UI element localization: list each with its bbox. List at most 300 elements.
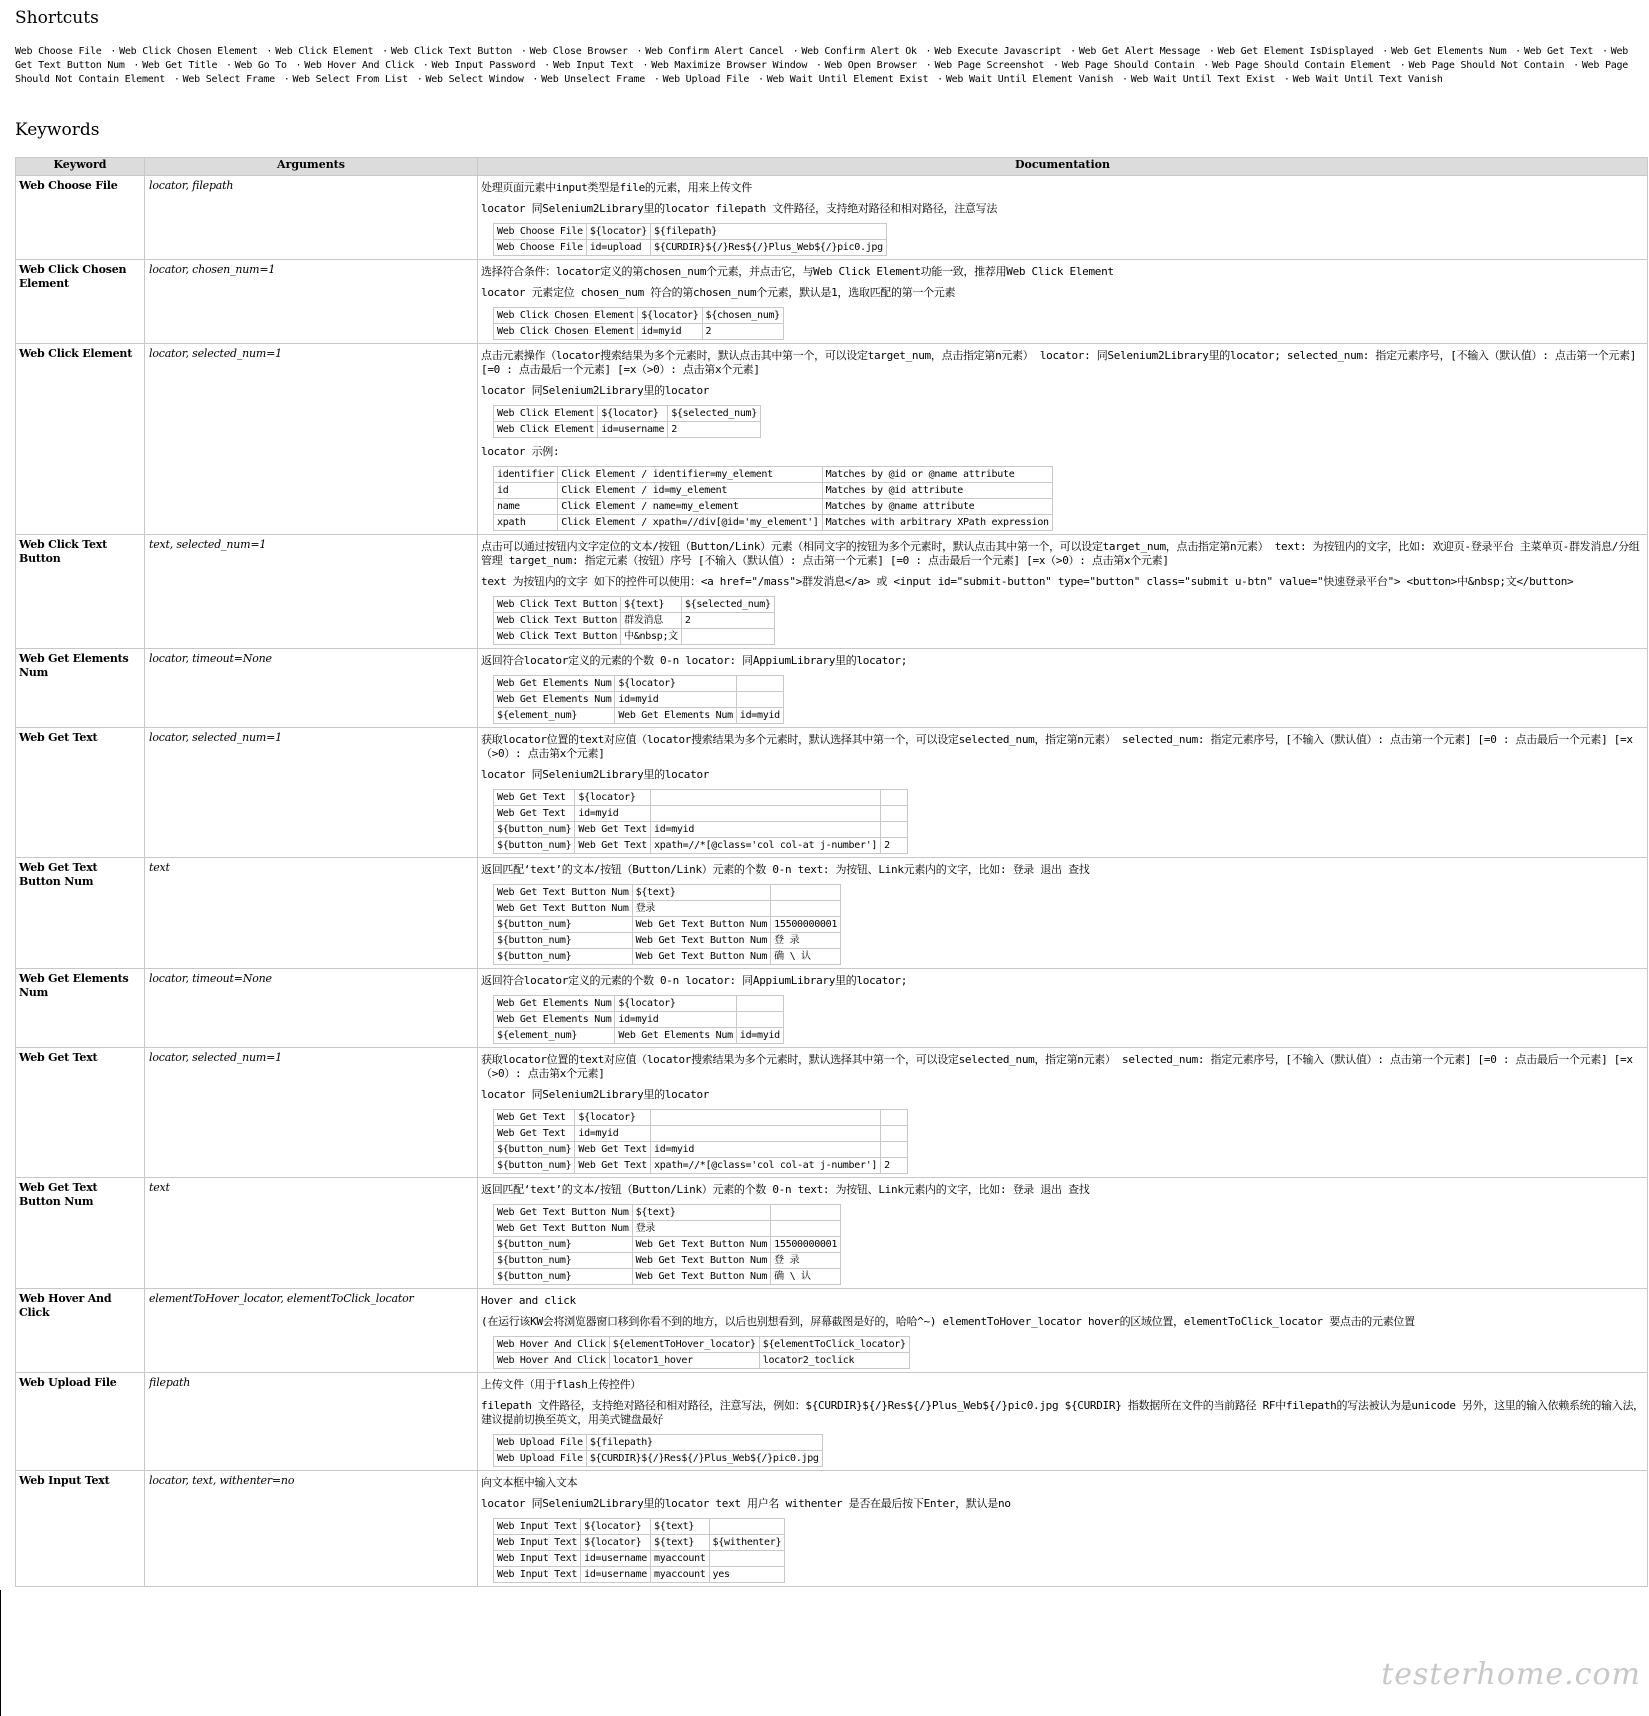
example-row (494, 483, 1053, 499)
example-row (494, 1126, 908, 1142)
shortcut-separator: · (422, 60, 429, 71)
example-cell: Web Get Text Button Num (494, 901, 633, 917)
example-cell: id=username (581, 1551, 651, 1567)
example-cell: ${element_num} (494, 708, 615, 724)
example-cell: Web Hover And Click (494, 1337, 610, 1353)
example-row (494, 1012, 784, 1028)
shortcut-link[interactable]: Web Get Elements Num (1390, 46, 1507, 57)
shortcut-separator: · (1283, 74, 1290, 85)
example-cell: Web Get Elements Num (615, 1028, 736, 1044)
shortcut-link[interactable]: Web Page Should Not Contain Element (15, 60, 1629, 85)
example-cell: ${locator} (638, 308, 702, 324)
example-cell (709, 1519, 785, 1535)
example-cell: Matches with arbitrary XPath expression (822, 515, 1052, 531)
doc-paragraph: 返回匹配‘text’的文本/按钮（Button/Link）元素的个数 0-n text: 为按钮、Link元素内的文字，比如: 登录 退出 查找 (481, 863, 1090, 876)
keyword-documentation (478, 728, 1648, 858)
example-row (494, 1158, 908, 1174)
keyword-arguments: locator, chosen_num=1 (145, 260, 478, 344)
example-cell: 群发消息 (621, 613, 682, 629)
example-cell: ${button_num} (494, 1253, 633, 1269)
keyword-documentation (478, 1048, 1648, 1178)
keyword-name[interactable]: Web Click Element (16, 344, 145, 535)
example-table (493, 223, 887, 256)
keyword-documentation (478, 858, 1648, 969)
example-cell: ${text} (632, 1205, 771, 1221)
shortcut-link[interactable]: Web Input Password (431, 60, 536, 71)
example-cell: 登录 (632, 1221, 771, 1237)
shortcut-link[interactable]: Web Wait Until Element Vanish (945, 74, 1114, 85)
example-row (494, 1205, 841, 1221)
keyword-row (16, 858, 1648, 969)
example-cell (881, 1126, 908, 1142)
example-cell: 登录 (632, 901, 771, 917)
doc-paragraph: 处理页面元素中input类型是file的元素，用来上传文件 (481, 181, 752, 194)
keyword-name[interactable]: Web Click Text Button (16, 535, 145, 649)
keyword-documentation (478, 535, 1648, 649)
doc-paragraph: 向文本框中输入文本 (481, 1476, 578, 1489)
example-cell: ${text} (651, 1535, 710, 1551)
shortcut-separator: · (266, 46, 273, 57)
example-cell: ${filepath} (651, 224, 887, 240)
example-cell: Web Get Text Button Num (632, 1253, 771, 1269)
example-cell: id=myid (615, 692, 736, 708)
example-row (494, 1535, 785, 1551)
example-cell: 2 (702, 324, 783, 340)
keyword-row (16, 728, 1648, 858)
keyword-name[interactable]: Web Input Text (16, 1471, 145, 1587)
shortcut-link[interactable]: Web Input Text (552, 60, 634, 71)
shortcut-link[interactable]: Web Wait Until Text Vanish (1292, 74, 1443, 85)
example-cell: Web Get Text (494, 1126, 575, 1142)
arguments-column-header: Arguments (145, 158, 478, 176)
example-cell: xpath=//*[@class='col col-at j-number'] (651, 1158, 881, 1174)
example-cell (881, 1110, 908, 1126)
example-cell: yes (709, 1567, 785, 1583)
example-table (493, 405, 761, 438)
keyword-name[interactable]: Web Get Text Button Num (16, 858, 145, 969)
example-cell: Web Get Text Button Num (494, 885, 633, 901)
example-cell: ${button_num} (494, 1237, 633, 1253)
keyword-row (16, 1048, 1648, 1178)
keyword-column-header: Keyword (16, 158, 145, 176)
table-header-row (16, 158, 1648, 176)
example-row (494, 1451, 823, 1467)
example-row (494, 1110, 908, 1126)
example-row (494, 838, 908, 854)
example-cell: id=myid (736, 708, 783, 724)
shortcut-separator: · (925, 60, 932, 71)
example-cell (771, 1205, 841, 1221)
shortcut-link[interactable]: Web Unselect Frame (541, 74, 646, 85)
shortcut-separator: · (1052, 60, 1059, 71)
example-cell: Click Element / xpath=//div[@id='my_element'] (558, 515, 822, 531)
shortcut-link[interactable]: Web Page Should Contain Element (1212, 60, 1391, 71)
example-row (494, 1435, 823, 1451)
keyword-arguments: filepath (145, 1373, 478, 1471)
example-cell: Matches by @id attribute (822, 483, 1052, 499)
shortcut-separator: · (416, 74, 423, 85)
shortcut-separator: · (642, 60, 649, 71)
example-row (494, 901, 841, 917)
example-cell: Web Get Text (575, 838, 651, 854)
example-cell: Click Element / id=my_element (558, 483, 822, 499)
example-cell: Web Input Text (494, 1567, 581, 1583)
doc-paragraph: text 为按钮内的文字 如下的控件可以使用：<a href="/mass">群发消息</a> 或 <input id="submit-button" type="button" class="submit u-btn" value="快速登录平台"> <button>中&nbsp;文</button> (481, 575, 1574, 588)
example-cell: id=username (598, 422, 668, 438)
example-cell: ${locator} (575, 790, 651, 806)
example-cell: Web Get Text Button Num (494, 1221, 633, 1237)
example-row (494, 949, 841, 965)
example-cell: 登 录 (771, 933, 841, 949)
example-cell: Click Element / identifier=my_element (558, 467, 822, 483)
example-cell: 2 (881, 1158, 908, 1174)
keyword-name[interactable]: Web Hover And Click (16, 1289, 145, 1373)
shortcut-separator: · (653, 74, 660, 85)
keyword-arguments: locator, text, withenter=no (145, 1471, 478, 1587)
example-cell: 2 (881, 838, 908, 854)
example-table (493, 884, 841, 965)
doc-paragraph: locator 示例: (481, 445, 560, 458)
keyword-row (16, 1178, 1648, 1289)
example-table (493, 995, 784, 1044)
example-cell (771, 901, 841, 917)
shortcut-separator: · (1203, 60, 1210, 71)
doc-paragraph: locator 同Selenium2Library里的locator (481, 384, 710, 397)
example-table (493, 1336, 910, 1369)
example-cell: ${CURDIR}${/}Res${/}Plus_Web${/}pic0.jpg (586, 1451, 822, 1467)
example-cell: 2 (681, 613, 774, 629)
doc-paragraph: 获取locator位置的text对应值（locator搜索结果为多个元素时，默认选择其中第一个，可以设定selected_num，指定第n元素） selected_num: 指定元素序号，[不输入（默认值）: 点击第一个元素] [=0 : 点击最后一个元素] [=x（>0）: 点击第x个元素] (481, 1053, 1633, 1080)
example-cell: xpath=//*[@class='col col-at j-number'] (651, 838, 881, 854)
shortcut-separator: · (133, 60, 140, 71)
example-cell: ${button_num} (494, 1142, 575, 1158)
keyword-arguments: locator, selected_num=1 (145, 344, 478, 535)
example-row (494, 996, 784, 1012)
shortcut-link[interactable]: Web Select Frame (182, 74, 275, 85)
doc-paragraph: 返回匹配‘text’的文本/按钮（Button/Link）元素的个数 0-n text: 为按钮、Link元素内的文字，比如: 登录 退出 查找 (481, 1183, 1090, 1196)
example-cell: Web Get Text Button Num (632, 1269, 771, 1285)
example-cell: locator1_hover (609, 1353, 759, 1369)
shortcut-link[interactable]: Web Choose File (15, 46, 102, 57)
example-cell: ${button_num} (494, 917, 633, 933)
example-cell (881, 822, 908, 838)
example-cell: ${button_num} (494, 1269, 633, 1285)
example-row (494, 1253, 841, 1269)
example-row (494, 1028, 784, 1044)
example-cell: Web Get Text Button Num (632, 1237, 771, 1253)
example-cell: ${locator} (575, 1110, 651, 1126)
example-cell: ${element_num} (494, 1028, 615, 1044)
keyword-arguments: locator, timeout=None (145, 649, 478, 728)
example-table (493, 789, 908, 854)
doc-paragraph: locator 元素定位 chosen_num 符合的第chosen_num个元素，默认是1，选取匹配的第一个元素 (481, 286, 956, 299)
keyword-documentation (478, 969, 1648, 1048)
example-row (494, 708, 784, 724)
keyword-arguments: text (145, 1178, 478, 1289)
example-table (493, 466, 1053, 531)
keyword-name[interactable]: Web Get Text (16, 1048, 145, 1178)
example-cell: Web Input Text (494, 1519, 581, 1535)
example-cell: Web Input Text (494, 1535, 581, 1551)
shortcut-separator: · (226, 60, 232, 71)
shortcut-link[interactable]: Web Wait Until Text Exist (1130, 74, 1276, 85)
example-cell: myaccount (651, 1567, 710, 1583)
watermark: testerhome.com (1381, 1657, 1641, 1692)
example-cell (881, 1142, 908, 1158)
example-cell: id=upload (586, 240, 650, 256)
keyword-documentation (478, 1373, 1648, 1471)
example-table (493, 675, 784, 724)
keyword-row (16, 649, 1648, 728)
example-cell: Matches by @name attribute (822, 499, 1052, 515)
example-cell: ${locator} (581, 1535, 651, 1551)
shortcut-separator: · (925, 46, 932, 57)
example-cell (736, 996, 783, 1012)
example-cell (651, 1126, 881, 1142)
keyword-arguments: locator, selected_num=1 (145, 1048, 478, 1178)
shortcut-link[interactable]: Web Hover And Click (304, 60, 414, 71)
keyword-row (16, 176, 1648, 260)
example-cell: Web Get Elements Num (494, 1012, 615, 1028)
example-cell: 确 \ 认 (771, 949, 841, 965)
example-row (494, 1221, 841, 1237)
example-cell: ${button_num} (494, 933, 633, 949)
example-cell: Web Get Text (575, 1158, 651, 1174)
example-cell: ${locator} (598, 406, 668, 422)
example-row (494, 1269, 841, 1285)
shortcut-separator: · (1399, 60, 1406, 71)
example-cell: name (494, 499, 558, 515)
shortcut-link[interactable]: Web Execute Javascript (934, 46, 1062, 57)
keyword-name[interactable]: Web Click Chosen Element (16, 260, 145, 344)
example-row (494, 422, 761, 438)
keyword-documentation (478, 344, 1648, 535)
shortcut-link[interactable]: Web Confirm Alert Cancel (645, 46, 784, 57)
doc-paragraph: locator 同Selenium2Library里的locator text 用户名 withenter 是否在最后按下Enter，默认是no (481, 1497, 1011, 1510)
example-cell: ${selected_num} (668, 406, 761, 422)
example-cell (736, 692, 783, 708)
keyword-documentation (478, 260, 1648, 344)
example-cell: ${elementToHover_locator} (609, 1337, 759, 1353)
example-row (494, 597, 775, 613)
keyword-name[interactable]: Web Get Elements Num (16, 969, 145, 1048)
example-cell: 15500000001 (771, 1237, 841, 1253)
shortcut-separator: · (815, 60, 822, 71)
keyword-arguments: elementToHover_locator, elementToClick_locator (145, 1289, 478, 1373)
doc-paragraph: 点击可以通过按钮内文字定位的文本/按钮（Button/Link）元素（相同文字的按钮为多个元素时，默认点击其中第一个，可以设定target_num，点击指定第n元素） text: 为按钮内的文字，比如: 欢迎页-登录平台 主菜单页-群发消息/分组管理 target_num: 指定元素（按钮）序号 [不输入（默认值）: 点击第一个元素] [=0 : 点击最后一个元素] [=x（>0）: 点击第x个元素] (481, 540, 1640, 567)
doc-paragraph: filepath 文件路径，支持绝对路径和相对路径，注意写法，例如：${CURDIR}${/}Res${/}Plus_Web${/}pic0.jpg ${CURDIR} 指数据所在文件的当前路径 RF中filepath的写法被认为是unicode 另外，这里的输入依赖系统的输入法，建议提前切换至英文，用美式键盘最好 (481, 1399, 1644, 1426)
shortcut-link[interactable]: Web Wait Until Element Exist (766, 74, 929, 85)
example-row (494, 240, 887, 256)
shortcut-link[interactable]: Web Page Should Not Contain (1408, 60, 1565, 71)
keyword-row (16, 969, 1648, 1048)
example-cell: 2 (668, 422, 761, 438)
shortcut-link[interactable]: Web Select Window (425, 74, 524, 85)
shortcut-link[interactable]: Web Get Text Button Num (15, 46, 1629, 71)
example-cell (681, 629, 774, 645)
shortcut-link[interactable]: Web Go To (234, 60, 287, 71)
shortcut-link[interactable]: Web Click Text Button (390, 46, 513, 57)
example-cell: ${locator} (586, 224, 650, 240)
keyword-name[interactable]: Web Upload File (16, 1373, 145, 1471)
example-row (494, 324, 784, 340)
shortcut-link[interactable]: Web Get Title (142, 60, 218, 71)
example-row (494, 224, 887, 240)
keyword-documentation (478, 649, 1648, 728)
example-cell: ${text} (651, 1519, 710, 1535)
shortcut-link[interactable]: Web Click Chosen Element (119, 46, 258, 57)
example-cell: Web Get Text (575, 822, 651, 838)
keywords-table (15, 157, 1648, 1587)
example-cell: id (494, 483, 558, 499)
shortcut-separator: · (1573, 60, 1579, 71)
example-cell: Web Click Chosen Element (494, 308, 638, 324)
example-cell: 确 \ 认 (771, 1269, 841, 1285)
keyword-name[interactable]: Web Get Text Button Num (16, 1178, 145, 1289)
example-table (493, 1109, 908, 1174)
example-row (494, 1519, 785, 1535)
example-table (493, 596, 775, 645)
example-cell: Web Input Text (494, 1551, 581, 1567)
shortcut-link[interactable]: Web Close Browser (529, 46, 628, 57)
documentation-column-header: Documentation (478, 158, 1648, 176)
example-cell (651, 790, 881, 806)
example-row (494, 676, 784, 692)
example-cell: locator2_toclick (759, 1353, 909, 1369)
shortcut-link[interactable]: Web Confirm Alert Ok (801, 46, 917, 57)
example-row (494, 1142, 908, 1158)
example-cell (736, 1012, 783, 1028)
example-cell: ${elementToClick_locator} (759, 1337, 909, 1353)
example-row (494, 1551, 785, 1567)
example-cell: id=username (581, 1567, 651, 1583)
example-cell: ${button_num} (494, 1158, 575, 1174)
keyword-row (16, 1471, 1648, 1587)
keyword-name[interactable]: Web Get Text (16, 728, 145, 858)
example-cell: ${filepath} (586, 1435, 822, 1451)
shortcut-link[interactable]: Web Page Screenshot (934, 60, 1045, 71)
doc-paragraph: 返回符合locator定义的元素的个数 0-n locator: 同AppiumLibrary里的locator; (481, 654, 908, 667)
example-cell: ${locator} (615, 996, 736, 1012)
example-row (494, 933, 841, 949)
example-cell: Web Get Text (494, 1110, 575, 1126)
keyword-name[interactable]: Web Choose File (16, 176, 145, 260)
example-cell (651, 1110, 881, 1126)
shortcut-link[interactable]: Web Get Text (1523, 46, 1594, 57)
keyword-name[interactable]: Web Get Elements Num (16, 649, 145, 728)
example-cell: ${button_num} (494, 949, 633, 965)
example-row (494, 806, 908, 822)
example-table (493, 1204, 841, 1285)
example-cell: 中&nbsp;文 (621, 629, 682, 645)
shortcut-separator: · (283, 74, 290, 85)
example-row (494, 790, 908, 806)
example-cell (651, 806, 881, 822)
example-cell: ${text} (621, 597, 682, 613)
keyword-row (16, 1373, 1648, 1471)
example-cell: 登 录 (771, 1253, 841, 1269)
doc-paragraph: 上传文件（用于flash上传控件） (481, 1378, 642, 1391)
example-cell: ${chosen_num} (702, 308, 783, 324)
example-cell (881, 790, 908, 806)
shortcut-link[interactable]: Web Click Element (275, 46, 374, 57)
example-cell: Matches by @id or @name attribute (822, 467, 1052, 483)
keyword-arguments: locator, filepath (145, 176, 478, 260)
keyword-arguments: text, selected_num=1 (145, 535, 478, 649)
example-cell: ${CURDIR}${/}Res${/}Plus_Web${/}pic0.jpg (651, 240, 887, 256)
example-cell: id=myid (651, 1142, 881, 1158)
example-cell: Web Click Text Button (494, 613, 621, 629)
shortcut-separator: · (1382, 46, 1388, 57)
shortcut-link[interactable]: Web Maximize Browser Window (651, 60, 808, 71)
doc-paragraph: 点击元素操作（locator搜索结果为多个元素时，默认点击其中第一个，可以设定target_num，点击指定第n元素） locator: 同Selenium2Library里的locator; selected_num: 指定元素序号，[不输入（默认值）: 点击第一个元素] [=0 : 点击最后一个元素] [=x（>0）: 点击第x个元素] (481, 349, 1637, 376)
example-cell: id=myid (736, 1028, 783, 1044)
keyword-row (16, 344, 1648, 535)
example-cell: Web Get Elements Num (494, 996, 615, 1012)
example-cell: Web Get Text (494, 790, 575, 806)
example-cell: Web Get Elements Num (494, 692, 615, 708)
example-row (494, 629, 775, 645)
example-cell: 15500000001 (771, 917, 841, 933)
example-cell (771, 885, 841, 901)
shortcut-link[interactable]: Web Get Alert Message (1078, 46, 1201, 57)
keyword-documentation (478, 1471, 1648, 1587)
example-cell: Web Upload File (494, 1435, 587, 1451)
shortcut-link[interactable]: Web Upload File (662, 74, 750, 85)
example-cell: Web Get Text Button Num (632, 949, 771, 965)
shortcut-link[interactable]: Web Open Browser (824, 60, 917, 71)
example-cell: Web Upload File (494, 1451, 587, 1467)
example-cell: ${selected_num} (681, 597, 774, 613)
example-table (493, 1434, 823, 1467)
example-cell: ${button_num} (494, 822, 575, 838)
keyword-row (16, 535, 1648, 649)
keywords-heading: Keywords (15, 120, 100, 140)
shortcut-separator: · (757, 74, 764, 85)
example-cell: Web Get Text Button Num (494, 1205, 633, 1221)
shortcut-separator: · (544, 60, 550, 71)
example-cell: Web Choose File (494, 240, 587, 256)
example-cell: myaccount (651, 1551, 710, 1567)
shortcut-separator: · (636, 46, 643, 57)
example-cell (736, 676, 783, 692)
example-row (494, 613, 775, 629)
example-cell: identifier (494, 467, 558, 483)
shortcut-separator: · (295, 60, 302, 71)
left-border-line (0, 1590, 1, 1716)
example-row (494, 692, 784, 708)
shortcut-link[interactable]: Web Select From List (292, 74, 408, 85)
keyword-arguments: text (145, 858, 478, 969)
shortcut-link[interactable]: Web Get Element IsDisplayed (1217, 46, 1374, 57)
example-cell: ${locator} (615, 676, 736, 692)
shortcut-separator: · (520, 46, 527, 57)
example-cell: id=myid (615, 1012, 736, 1028)
shortcut-separator: · (1515, 46, 1521, 57)
shortcut-link[interactable]: Web Page Should Contain (1061, 60, 1195, 71)
shortcut-separator: · (937, 74, 943, 85)
example-cell: Web Click Chosen Element (494, 324, 638, 340)
example-table (493, 307, 784, 340)
example-row (494, 1353, 910, 1369)
example-cell: ${button_num} (494, 838, 575, 854)
example-cell: Web Choose File (494, 224, 587, 240)
shortcut-separator: · (173, 74, 180, 85)
doc-paragraph: 返回符合locator定义的元素的个数 0-n locator: 同AppiumLibrary里的locator; (481, 974, 908, 987)
shortcut-separator: · (382, 46, 388, 57)
example-cell: Web Get Text (494, 806, 575, 822)
example-cell: Web Click Text Button (494, 597, 621, 613)
